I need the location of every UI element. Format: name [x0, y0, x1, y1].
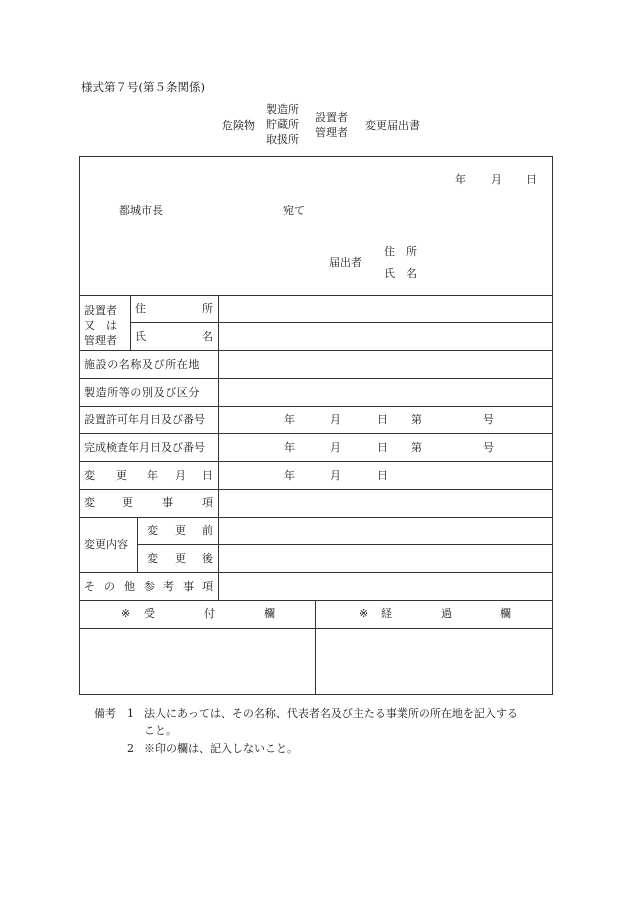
- change-items-char-2: 更: [122, 496, 133, 509]
- line: [79, 433, 553, 434]
- change-date-char-5: 日: [202, 469, 213, 482]
- address-label-1: 住: [135, 302, 146, 315]
- before-char-1: 変: [147, 524, 158, 537]
- notifier-label: 届出者: [329, 256, 362, 269]
- line: [79, 461, 553, 462]
- line: [79, 600, 553, 601]
- after-char-1: 変: [147, 552, 158, 565]
- change-day: 日: [377, 469, 388, 482]
- addressee-name: 都城市長: [119, 204, 163, 217]
- line: [130, 322, 553, 323]
- other-char-7: 項: [202, 580, 213, 593]
- before-char-2: 更: [175, 524, 186, 537]
- change-date-char-3: 年: [147, 469, 158, 482]
- date-month: 月: [491, 173, 502, 186]
- change-items-char-1: 変: [84, 496, 95, 509]
- change-date-char-2: 更: [116, 469, 127, 482]
- notes-label: 備考: [94, 707, 116, 720]
- reception-char-2: 付: [204, 607, 215, 620]
- line: [79, 350, 553, 351]
- reception-mark: ※: [121, 607, 131, 620]
- title-role-1: 設置者: [315, 111, 348, 124]
- inspection-label: 完成検査年月日及び番号: [84, 441, 205, 454]
- line: [79, 406, 553, 407]
- change-items-char-4: 項: [202, 496, 213, 509]
- notifier-name-label: 氏 名: [384, 267, 417, 280]
- note-2-text: ※印の欄は、記入しないこと。: [144, 742, 298, 755]
- inspection-month: 月: [330, 441, 341, 454]
- line: [79, 295, 553, 296]
- permit-year: 年: [284, 413, 295, 426]
- line: [130, 295, 131, 351]
- permit-day: 日: [377, 413, 388, 426]
- after-char-3: 後: [202, 552, 213, 565]
- form-number: 様式第７号(第５条関係): [81, 80, 205, 94]
- inspection-day: 日: [377, 441, 388, 454]
- title-facility-1: 製造所: [266, 103, 299, 116]
- line: [137, 544, 553, 545]
- note-1-text-cont: こと。: [144, 724, 177, 737]
- line: [79, 517, 553, 518]
- facility-name-label: 施設の名称及び所在地: [84, 358, 200, 371]
- line: [79, 628, 553, 629]
- title-facility-3: 取扱所: [266, 133, 299, 146]
- change-content-label: 変更内容: [84, 538, 128, 551]
- other-char-5: 考: [163, 580, 174, 593]
- after-char-2: 更: [175, 552, 186, 565]
- change-date-char-1: 変: [84, 469, 95, 482]
- addressee-honorific: 宛て: [283, 204, 305, 217]
- note-2-number: 2: [127, 742, 134, 755]
- line: [79, 489, 553, 490]
- permit-no: 第: [411, 413, 422, 426]
- progress-char-1: 経: [381, 607, 392, 620]
- permit-go: 号: [483, 413, 494, 426]
- title-word: 危険物: [222, 119, 255, 132]
- category-label: 製造所等の別及び区分: [84, 386, 200, 399]
- other-char-4: 参: [144, 580, 155, 593]
- title-suffix: 変更届出書: [365, 119, 420, 132]
- date-year: 年: [455, 173, 466, 186]
- progress-char-2: 過: [441, 607, 452, 620]
- permit-label: 設置許可年月日及び番号: [84, 413, 205, 426]
- line: [79, 156, 553, 157]
- line: [79, 694, 553, 695]
- reception-char-3: 欄: [264, 607, 275, 620]
- before-char-3: 前: [202, 524, 213, 537]
- line: [137, 517, 138, 573]
- change-month: 月: [330, 469, 341, 482]
- name-label-2: 名: [202, 330, 213, 343]
- inspection-go: 号: [483, 441, 494, 454]
- line: [79, 572, 553, 573]
- other-char-3: 他: [124, 580, 135, 593]
- line: [79, 156, 80, 695]
- setter-group-label: 設置者 又 は 管理者: [84, 304, 117, 347]
- change-year: 年: [284, 469, 295, 482]
- title-role-2: 管理者: [315, 126, 348, 139]
- line: [218, 295, 219, 601]
- change-date-char-4: 月: [175, 469, 186, 482]
- reception-char-1: 受: [144, 607, 155, 620]
- other-char-2: の: [104, 580, 115, 593]
- other-char-1: そ: [84, 580, 95, 593]
- note-1-number: 1: [127, 707, 134, 720]
- line: [79, 378, 553, 379]
- progress-char-3: 欄: [500, 607, 511, 620]
- title-facility-2: 貯蔵所: [266, 118, 299, 131]
- name-label-1: 氏: [135, 330, 146, 343]
- change-items-char-3: 事: [162, 496, 173, 509]
- line: [552, 156, 553, 695]
- address-label-2: 所: [202, 302, 213, 315]
- line: [315, 600, 316, 695]
- note-1-text: 法人にあっては、その名称、代表者名及び主たる事業所の所在地を記入する: [144, 707, 518, 720]
- permit-month: 月: [330, 413, 341, 426]
- other-char-6: 事: [183, 580, 194, 593]
- progress-mark: ※: [359, 607, 369, 620]
- inspection-year: 年: [284, 441, 295, 454]
- notifier-address-label: 住 所: [384, 245, 417, 258]
- inspection-no: 第: [411, 441, 422, 454]
- date-day: 日: [526, 173, 537, 186]
